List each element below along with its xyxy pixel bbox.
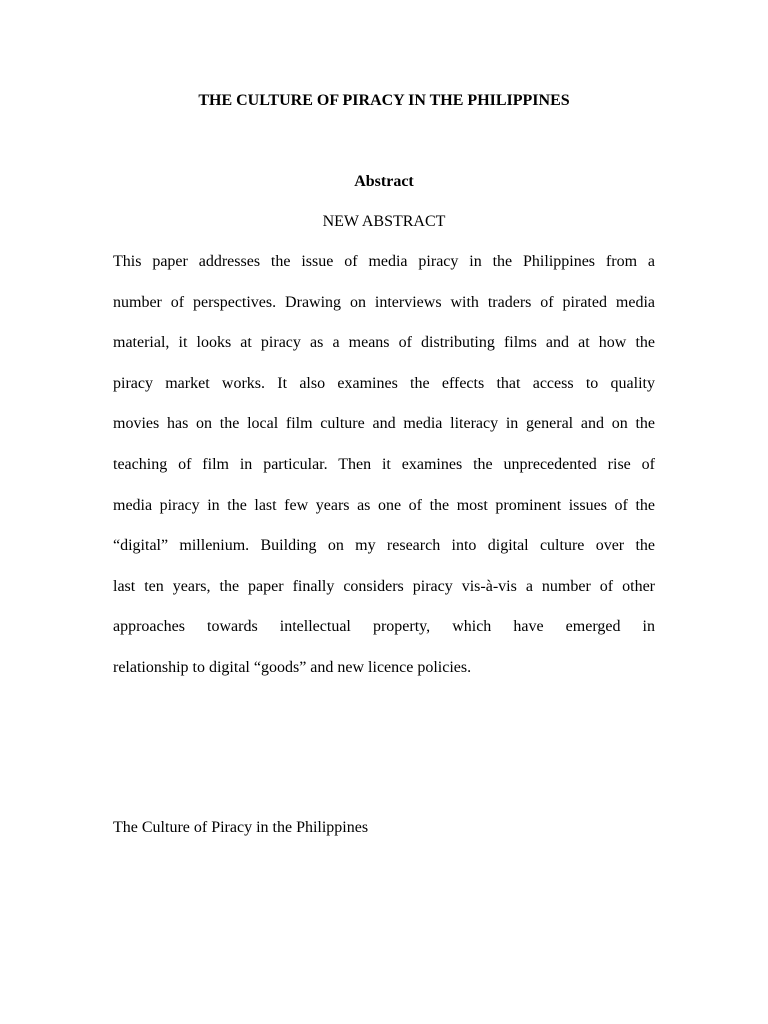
paper-title: THE CULTURE OF PIRACY IN THE PHILIPPINES	[198, 92, 570, 109]
abstract-line: teaching of film in particular. Then it examines the unprecedented rise of	[113, 455, 655, 473]
abstract-subheading: NEW ABSTRACT	[322, 213, 446, 230]
abstract-line: media piracy in the last few years as one of the most prominent issues of the	[113, 496, 655, 514]
abstract-line: This paper addresses the issue of media piracy in the Philippines from a	[113, 253, 655, 270]
abstract-heading: Abstract	[354, 173, 414, 190]
abstract-line: number of perspectives. Drawing on interviews with traders of pirated media	[113, 293, 655, 311]
abstract-line: last ten years, the paper finally considers piracy vis-à-vis a number of other	[113, 577, 655, 595]
abstract-line: relationship to digital “goods” and new licence policies.	[113, 658, 472, 676]
abstract-body	[113, 242, 655, 689]
abstract-line: piracy market works. It also examines the effects that access to quality	[113, 374, 655, 392]
abstract-line: “digital” millenium. Building on my research into digital culture over the	[113, 537, 655, 555]
abstract-line: movies has on the local film culture and media literacy in general and on the	[113, 415, 655, 433]
abstract-line: approaches towards intellectual property, which have emerged in	[113, 618, 655, 636]
section-heading: The Culture of Piracy in the Philippines	[113, 819, 369, 836]
abstract-line: material, it looks at piracy as a means of distributing films and at how the	[113, 334, 655, 352]
